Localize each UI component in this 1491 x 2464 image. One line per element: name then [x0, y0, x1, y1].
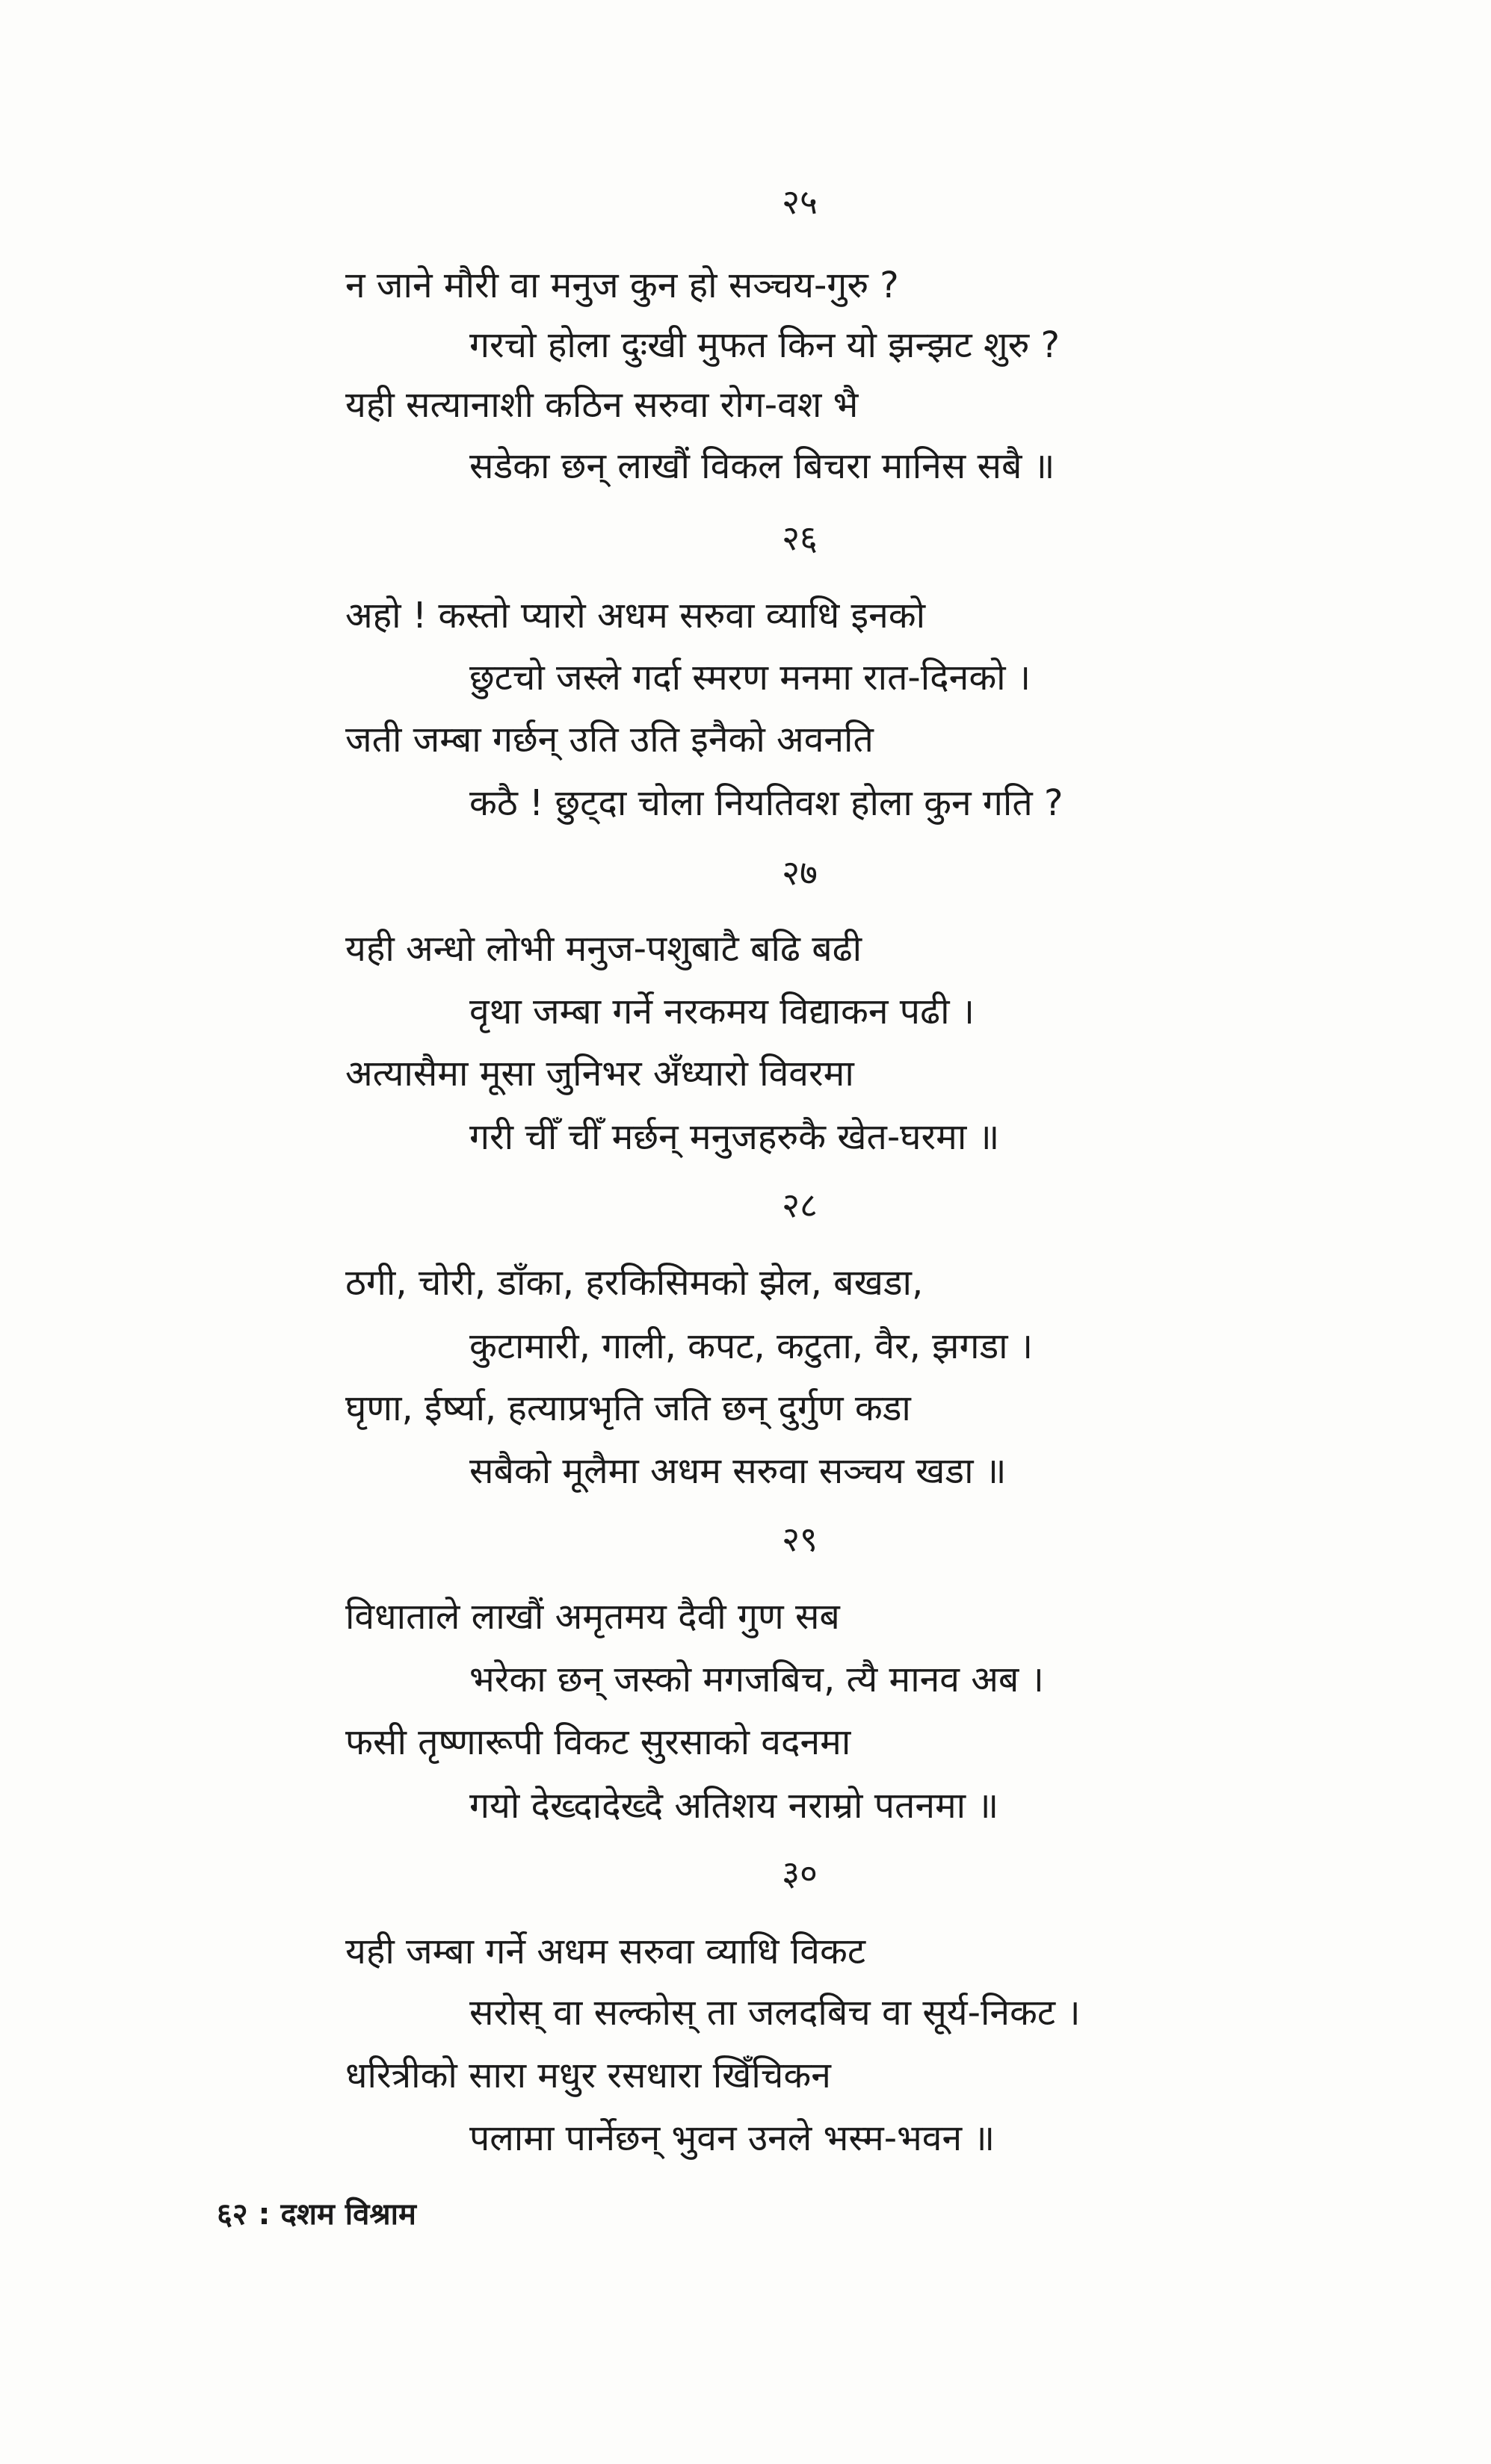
verse-line: सरोस् वा सल्कोस् ता जलदबिच वा सूर्य-निकट ।: [469, 1992, 1081, 2034]
verse-line: भरेका छन् जस्को मगजबिच, त्यै मानव अब ।: [469, 1659, 1044, 1700]
page-footer: ६२ : दशम विश्राम: [217, 2197, 416, 2232]
verse-line: वृथा जम्बा गर्ने नरकमय विद्याकन पढी ।: [469, 991, 975, 1033]
verse-line: यही सत्यानाशी कठिन सरुवा रोग-वश भै: [345, 384, 859, 426]
verse-line: यही जम्बा गर्ने अधम सरुवा व्याधि विकट: [345, 1931, 866, 1972]
verse-line: गयो देख्दादेख्दै अतिशय नराम्रो पतनमा ॥: [469, 1785, 999, 1827]
verse-line: विधाताले लाखौं अमृतमय दैवी गुण सब: [345, 1596, 840, 1638]
verse-line: कठै ! छुट्दा चोला नियतिवश होला कुन गति ?: [469, 782, 1064, 824]
verse-line: न जाने मौरी वा मनुज कुन हो सञ्चय-गुरु ?: [345, 264, 899, 306]
verse-line: गरी चीँ चीँ मर्छन् मनुजहरुकै खेत-घरमा ॥: [469, 1116, 1000, 1158]
verse-line: कुटामारी, गाली, कपट, कटुता, वैर, झगडा ।: [469, 1325, 1034, 1367]
verse-line: पलामा पार्नेछन् भुवन उनले भस्म-भवन ॥: [469, 2117, 995, 2159]
verse-line: सबैको मूलैमा अधम सरुवा सञ्चय खडा ॥: [469, 1450, 1007, 1492]
verse-line: घृणा, ईर्ष्या, हत्याप्रभृति जति छन् दुर्गुण कडा: [345, 1387, 911, 1429]
verse-line: फसी तृष्णारूपी विकट सुरसाको वदनमा: [345, 1721, 851, 1763]
verse-line: जती जम्बा गर्छन् उति उति इनैको अवनति: [345, 719, 874, 761]
verse-line: सडेका छन् लाखौं विकल बिचरा मानिस सबै ॥: [469, 445, 1055, 487]
verse-line: धरित्रीको सारा मधुर रसधारा खिँचिकन: [345, 2055, 831, 2096]
verse-line: गरचो होला दुःखी मुफत किन यो झन्झट शुरु ?: [469, 324, 1061, 366]
verse-line: यही अन्धो लोभी मनुज-पशुबाटै बढि बढी: [345, 928, 862, 970]
stanza-number: २९: [782, 1519, 818, 1559]
stanza-number: २६: [782, 518, 818, 558]
verse-line: ठगी, चोरी, डाँका, हरकिसिमको झेल, बखडा,: [345, 1262, 924, 1304]
stanza-number: ३०: [782, 1853, 818, 1893]
stanza-number: २७: [782, 852, 818, 893]
stanza-number: २८: [782, 1185, 818, 1225]
verse-line: अहो ! कस्तो प्यारो अधम सरुवा व्याधि इनको: [345, 595, 926, 637]
stanza-number: २५: [782, 182, 818, 222]
verse-line: अत्यासैमा मूसा जुनिभर अँध्यारो विवरमा: [345, 1053, 854, 1095]
verse-line: छुटचो जस्ले गर्दा स्मरण मनमा रात-दिनको ।: [469, 657, 1031, 699]
